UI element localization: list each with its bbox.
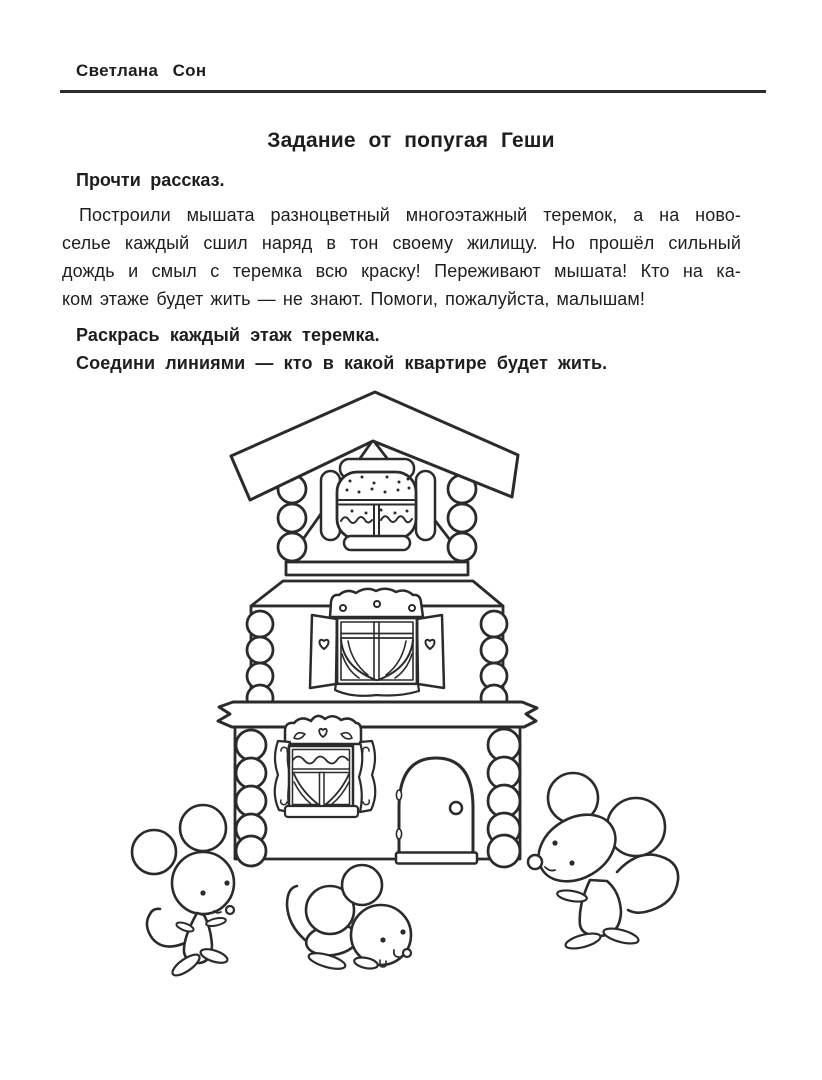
ear [180, 805, 226, 851]
tail [287, 886, 305, 940]
door-hinge [396, 829, 401, 839]
lead-instruction: Прочти рассказ. [76, 170, 225, 190]
story-line-3: дождь и смыл с теремка всю краску! Переживают мышата! Кто на ка- [62, 261, 741, 281]
header-divider [60, 90, 766, 93]
author-name: Светлана Сон [76, 61, 207, 80]
door-threshold [396, 853, 477, 864]
house [218, 392, 537, 867]
foot [602, 926, 640, 947]
ear [132, 830, 176, 874]
mouse-right [526, 773, 678, 951]
story-line-4: ком этаже будет жить — не знают. Помоги, пожалуйста, малышам! [62, 289, 645, 309]
beam [218, 702, 537, 727]
attic-floor-band [286, 562, 468, 575]
right-shutter [417, 615, 444, 688]
body [580, 880, 621, 936]
mouse-left [132, 805, 234, 979]
task-colorize: Раскрась каждый этаж теремка. [76, 325, 380, 345]
head [351, 905, 411, 965]
eye [224, 880, 229, 885]
tail [617, 855, 678, 913]
ear [342, 865, 382, 905]
nose [226, 906, 234, 914]
task-connect: Соедини линиями — кто в какой квартире будет жить. [76, 353, 608, 373]
story-line-2: селье каждый сшил наряд в тон своему жилищу. Но прошёл сильный [62, 233, 741, 253]
arm [556, 888, 587, 903]
door-hinge [396, 790, 401, 800]
eye [569, 860, 574, 865]
eye [400, 929, 405, 934]
door [396, 758, 477, 864]
story-paragraph [62, 201, 741, 313]
arm [205, 916, 226, 927]
eye [552, 840, 557, 845]
task-list [76, 321, 607, 377]
attic-window [321, 459, 435, 550]
eye [380, 937, 385, 942]
mouse-middle [287, 865, 411, 972]
left-shutter [310, 615, 337, 688]
ear [607, 798, 665, 856]
eye [200, 890, 205, 895]
door-knob [450, 802, 462, 814]
nose [403, 949, 411, 957]
teremok-illustration [0, 380, 822, 1080]
foot [564, 931, 602, 952]
nose [528, 855, 542, 869]
story-line-1: Построили мышата разноцветный многоэтажный теремок, а на ново- [79, 205, 741, 225]
page-title: Задание от попугая Геши [267, 129, 555, 152]
